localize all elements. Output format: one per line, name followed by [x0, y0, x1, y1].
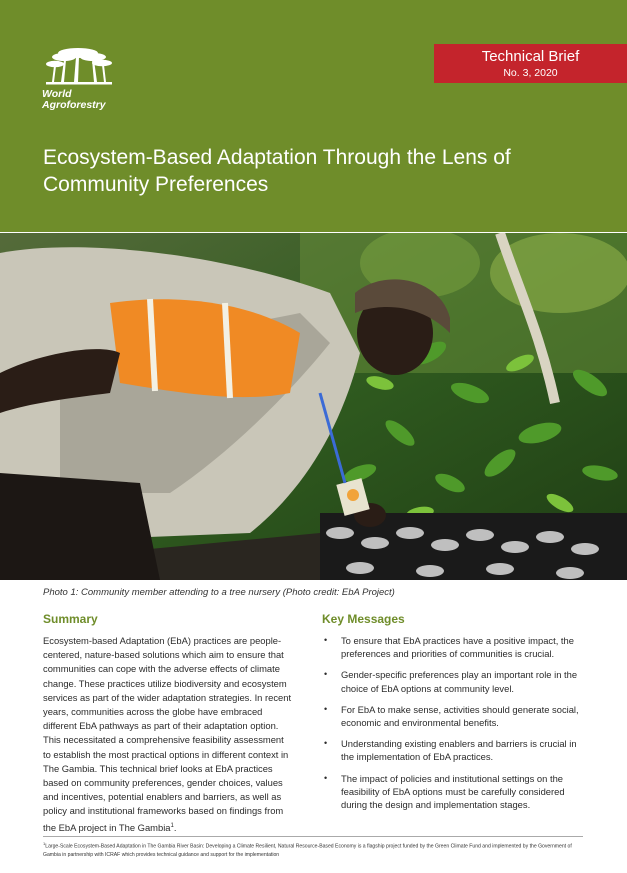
header-band	[0, 0, 627, 232]
bullet-icon: •	[324, 738, 328, 749]
list-item	[322, 737, 592, 763]
footnote-marker: 1	[43, 841, 46, 846]
photo-caption: Photo 1: Community member attending to a tree nursery (Photo credit: EbA Project)	[43, 587, 395, 598]
key-messages-list	[322, 634, 592, 811]
footnote	[43, 840, 588, 859]
key-message-text: To ensure that EbA practices have a positive impact, the preferences and priorities of communities is crucial.	[341, 635, 574, 660]
title-line-2: Community Preferences	[43, 173, 269, 196]
summary-text	[43, 634, 293, 835]
list-item	[322, 668, 592, 694]
summary-heading: Summary	[43, 612, 98, 626]
summary-paragraph: Ecosystem-based Adaptation (EbA) practices are people-centered, nature-based solutions which aim to ensure that communities can cope with the adverse effects of climate change. These practices utilize biodiversity and ecosystem services as part of the wider adaptation strategies. In recent years, communities across the globe have embraced different EbA pathways as part of their adaptation option. This necessitated a comprehensive feasibility assessment to establish the most practical options in different context in The Gambia. This technical brief looks at EbA practices based on community preferences, gender choices, values and incentives, potential enablers and barriers, as well as policy and institutional frameworks based on findings from the EbA project in The Gambia	[43, 635, 292, 833]
key-messages-section	[322, 612, 592, 819]
title-line-1: Ecosystem-Based Adaptation Through the Lens of	[43, 146, 511, 169]
bullet-icon: •	[324, 669, 328, 680]
logo-wordmark	[42, 89, 106, 111]
tree-logo-icon	[42, 44, 114, 88]
key-message-text: Gender-specific preferences play an important role in the choice of EbA options at community level.	[341, 669, 578, 694]
summary-end: .	[173, 821, 177, 833]
key-message-text: Understanding existing enablers and barriers is crucial in the implementation of EbA practices.	[341, 738, 577, 763]
world-agroforestry-logo[interactable]	[42, 44, 114, 114]
technical-brief-badge	[434, 44, 627, 83]
bullet-icon: •	[324, 703, 328, 714]
badge-subtitle: No. 3, 2020	[503, 67, 558, 79]
photo-illustration	[0, 233, 627, 580]
bullet-icon: •	[324, 772, 328, 783]
list-item	[322, 772, 592, 812]
logo-line-2: Agroforestry	[42, 99, 106, 111]
list-item	[322, 703, 592, 729]
footnote-text: Large-Scale Ecosystem-Based Adaptation in The Gambia River Basin: Developing a Climate Resilient, Natural Resource-Based Economy is a flagship project funded by the Green Climate Fund and implemented by the Government of Gambia in partnership with ICRAF which provides technical guidance and support for the implementation	[43, 843, 572, 858]
footnote-reference[interactable]: 1	[170, 822, 174, 829]
footnote-divider	[43, 836, 583, 837]
key-message-text: The impact of policies and institutional settings on the feasibility of EbA options must be carefully considered during the design and implementation stages.	[341, 772, 565, 811]
badge-title: Technical Brief	[481, 48, 580, 65]
summary-section	[43, 612, 293, 835]
nursery-photo	[0, 233, 627, 580]
key-message-text: For EbA to make sense, activities should generate social, economic and environmental benefits.	[341, 703, 579, 729]
key-messages-heading: Key Messages	[322, 612, 405, 626]
logo-line-1: World	[42, 88, 72, 100]
document-title	[43, 144, 583, 198]
list-item	[322, 634, 592, 660]
bullet-icon: •	[324, 635, 328, 645]
